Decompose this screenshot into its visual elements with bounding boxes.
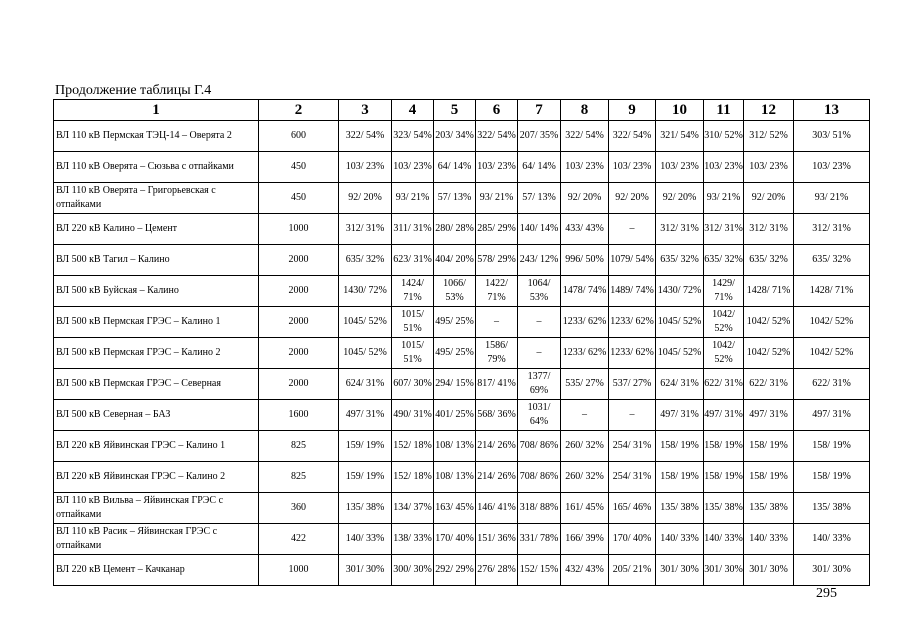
load-cell: 1031/ 64% [518,400,561,431]
load-cell: 140/ 14% [518,214,561,245]
load-cell: 151/ 36% [476,524,518,555]
load-cell: 497/ 31% [704,400,744,431]
load-cell: 624/ 31% [339,369,392,400]
capacity-cell: 2000 [259,307,339,338]
column-header-8: 8 [561,100,609,121]
load-cell: 159/ 19% [339,462,392,493]
line-name-cell: ВЛ 220 кВ Яйвинская ГРЭС – Калино 2 [54,462,259,493]
load-cell: 152/ 18% [392,462,434,493]
load-cell: 322/ 54% [561,121,609,152]
load-cell: 64/ 14% [434,152,476,183]
load-cell: 103/ 23% [339,152,392,183]
load-cell: 1233/ 62% [609,307,656,338]
column-header-11: 11 [704,100,744,121]
load-cell: 1042/ 52% [744,338,794,369]
load-cell: 301/ 30% [704,555,744,586]
load-cell: 276/ 28% [476,555,518,586]
load-cell: 433/ 43% [561,214,609,245]
load-cell: 203/ 34% [434,121,476,152]
line-name-cell: ВЛ 500 кВ Буйская – Калино [54,276,259,307]
load-cell: 1428/ 71% [794,276,870,307]
load-cell: 93/ 21% [476,183,518,214]
table-row [54,369,870,400]
load-cell: 401/ 25% [434,400,476,431]
line-name-cell: ВЛ 220 кВ Яйвинская ГРЭС – Калино 1 [54,431,259,462]
load-cell: 635/ 32% [704,245,744,276]
load-cell: 497/ 31% [656,400,704,431]
load-cell: 432/ 43% [561,555,609,586]
load-cell: 497/ 31% [744,400,794,431]
load-cell: 1045/ 52% [656,307,704,338]
capacity-cell: 825 [259,431,339,462]
load-cell: 166/ 39% [561,524,609,555]
load-cell: 135/ 38% [339,493,392,524]
capacity-cell: 825 [259,462,339,493]
load-cell: 254/ 31% [609,431,656,462]
load-cell: 158/ 19% [744,462,794,493]
table-row [54,183,870,214]
load-cell: 312/ 31% [339,214,392,245]
load-cell: 635/ 32% [339,245,392,276]
load-cell: 92/ 20% [656,183,704,214]
column-header-5: 5 [434,100,476,121]
load-cell: 93/ 21% [392,183,434,214]
load-cell: 1064/ 53% [518,276,561,307]
load-cell: 152/ 15% [518,555,561,586]
line-name-cell: ВЛ 110 кВ Оверята – Григорьевская с отпайками [54,183,259,214]
load-cell: 92/ 20% [744,183,794,214]
load-cell: 1586/ 79% [476,338,518,369]
table-row [54,307,870,338]
load-cell: 708/ 86% [518,462,561,493]
load-cell: 163/ 45% [434,493,476,524]
load-cell: 135/ 38% [656,493,704,524]
load-cell: 1430/ 72% [656,276,704,307]
capacity-cell: 450 [259,183,339,214]
load-cell: 140/ 33% [704,524,744,555]
load-cell: 300/ 30% [392,555,434,586]
load-cell: – [518,307,561,338]
page-number: 295 [816,586,837,601]
capacity-cell: 2000 [259,369,339,400]
load-cell: – [476,307,518,338]
table-row [54,493,870,524]
load-cell: 1042/ 52% [704,338,744,369]
load-cell: 93/ 21% [794,183,870,214]
load-cell: 92/ 20% [609,183,656,214]
load-cell: 817/ 41% [476,369,518,400]
line-name-cell: ВЛ 220 кВ Цемент – Качканар [54,555,259,586]
load-cell: 1429/ 71% [704,276,744,307]
load-cell: 103/ 23% [656,152,704,183]
load-cell: 623/ 31% [392,245,434,276]
load-cell: 103/ 23% [704,152,744,183]
load-cell: 495/ 25% [434,338,476,369]
line-name-cell: ВЛ 110 кВ Пермская ТЭЦ-14 – Оверята 2 [54,121,259,152]
load-cell: 301/ 30% [656,555,704,586]
load-cell: 301/ 30% [339,555,392,586]
load-cell: 322/ 54% [339,121,392,152]
load-cell: 1430/ 72% [339,276,392,307]
load-cell: 135/ 38% [794,493,870,524]
load-cell: 103/ 23% [744,152,794,183]
data-table [53,99,870,586]
line-name-cell: ВЛ 500 кВ Пермская ГРЭС – Калино 1 [54,307,259,338]
load-cell: 280/ 28% [434,214,476,245]
column-header-2: 2 [259,100,339,121]
load-cell: 490/ 31% [392,400,434,431]
load-cell: 322/ 54% [476,121,518,152]
load-cell: 312/ 31% [744,214,794,245]
table-row [54,400,870,431]
load-cell: 1424/ 71% [392,276,434,307]
load-cell: 1489/ 74% [609,276,656,307]
load-cell: 140/ 33% [339,524,392,555]
column-header-1: 1 [54,100,259,121]
table-row [54,431,870,462]
load-cell: 294/ 15% [434,369,476,400]
load-cell: 624/ 31% [656,369,704,400]
capacity-cell: 1600 [259,400,339,431]
load-cell: 537/ 27% [609,369,656,400]
load-cell: 1015/ 51% [392,307,434,338]
capacity-cell: 1000 [259,214,339,245]
line-name-cell: ВЛ 500 кВ Пермская ГРЭС – Калино 2 [54,338,259,369]
column-header-3: 3 [339,100,392,121]
load-cell: 260/ 32% [561,431,609,462]
column-header-6: 6 [476,100,518,121]
load-cell: 312/ 31% [656,214,704,245]
table-row [54,338,870,369]
load-cell: 1233/ 62% [561,338,609,369]
load-cell: 497/ 31% [339,400,392,431]
load-cell: 170/ 40% [609,524,656,555]
table-row [54,152,870,183]
header-row [54,100,870,121]
load-cell: – [518,338,561,369]
load-cell: 158/ 19% [656,462,704,493]
load-cell: 92/ 20% [339,183,392,214]
load-cell: 140/ 33% [656,524,704,555]
load-cell: 622/ 31% [704,369,744,400]
load-cell: 158/ 19% [794,462,870,493]
capacity-cell: 1000 [259,555,339,586]
load-cell: 103/ 23% [561,152,609,183]
load-cell: 108/ 13% [434,431,476,462]
load-cell: 1015/ 51% [392,338,434,369]
load-cell: 1042/ 52% [744,307,794,338]
load-cell: 1079/ 54% [609,245,656,276]
table-row [54,214,870,245]
load-cell: 64/ 14% [518,152,561,183]
load-cell: 152/ 18% [392,431,434,462]
load-cell: 103/ 23% [476,152,518,183]
load-cell: 635/ 32% [656,245,704,276]
load-cell: 57/ 13% [518,183,561,214]
capacity-cell: 360 [259,493,339,524]
load-cell: 312/ 31% [704,214,744,245]
load-cell: 158/ 19% [656,431,704,462]
load-cell: 1042/ 52% [794,307,870,338]
capacity-cell: 2000 [259,245,339,276]
load-cell: 158/ 19% [794,431,870,462]
load-cell: 1045/ 52% [656,338,704,369]
table-row [54,555,870,586]
load-cell: 1428/ 71% [744,276,794,307]
column-header-7: 7 [518,100,561,121]
load-cell: 57/ 13% [434,183,476,214]
load-cell: 331/ 78% [518,524,561,555]
load-cell: 622/ 31% [744,369,794,400]
line-name-cell: ВЛ 500 кВ Пермская ГРЭС – Северная [54,369,259,400]
load-cell: 260/ 32% [561,462,609,493]
table-row [54,524,870,555]
load-cell: 635/ 32% [794,245,870,276]
load-cell: 323/ 54% [392,121,434,152]
load-cell: 318/ 88% [518,493,561,524]
load-cell: 207/ 35% [518,121,561,152]
load-cell: – [561,400,609,431]
load-cell: 301/ 30% [744,555,794,586]
load-cell: 535/ 27% [561,369,609,400]
load-cell: 103/ 23% [392,152,434,183]
load-cell: 635/ 32% [744,245,794,276]
load-cell: 134/ 37% [392,493,434,524]
table-row [54,245,870,276]
load-cell: 404/ 20% [434,245,476,276]
load-cell: 996/ 50% [561,245,609,276]
line-name-cell: ВЛ 110 кВ Оверята – Сюзьва с отпайками [54,152,259,183]
load-cell: 1377/ 69% [518,369,561,400]
load-cell: 578/ 29% [476,245,518,276]
column-header-10: 10 [656,100,704,121]
column-header-4: 4 [392,100,434,121]
load-cell: 1042/ 52% [794,338,870,369]
load-cell: 140/ 33% [744,524,794,555]
load-cell: 303/ 51% [794,121,870,152]
line-name-cell: ВЛ 110 кВ Вильва – Яйвинская ГРЭС с отпайками [54,493,259,524]
load-cell: 321/ 54% [656,121,704,152]
load-cell: 158/ 19% [704,462,744,493]
table-row [54,276,870,307]
load-cell: 1233/ 62% [609,338,656,369]
capacity-cell: 600 [259,121,339,152]
load-cell: 108/ 13% [434,462,476,493]
load-cell: 1042/ 52% [704,307,744,338]
capacity-cell: 2000 [259,276,339,307]
load-cell: 140/ 33% [794,524,870,555]
table-row [54,121,870,152]
column-header-13: 13 [794,100,870,121]
load-cell: 103/ 23% [609,152,656,183]
column-header-12: 12 [744,100,794,121]
table-row [54,462,870,493]
column-header-9: 9 [609,100,656,121]
load-cell: 165/ 46% [609,493,656,524]
load-cell: 161/ 45% [561,493,609,524]
load-cell: 568/ 36% [476,400,518,431]
capacity-cell: 2000 [259,338,339,369]
load-cell: 1045/ 52% [339,338,392,369]
load-cell: 1422/ 71% [476,276,518,307]
load-cell: – [609,214,656,245]
table-caption: Продолжение таблицы Г.4 [55,83,212,98]
load-cell: 214/ 26% [476,462,518,493]
table-body [54,121,870,586]
load-cell: 285/ 29% [476,214,518,245]
load-cell: 159/ 19% [339,431,392,462]
load-cell: 622/ 31% [794,369,870,400]
load-cell: 92/ 20% [561,183,609,214]
line-name-cell: ВЛ 500 кВ Северная – БАЗ [54,400,259,431]
load-cell: 170/ 40% [434,524,476,555]
load-cell: 138/ 33% [392,524,434,555]
load-cell: 1066/ 53% [434,276,476,307]
load-cell: 310/ 52% [704,121,744,152]
load-cell: 312/ 31% [794,214,870,245]
load-cell: 103/ 23% [794,152,870,183]
line-name-cell: ВЛ 500 кВ Тагил – Калино [54,245,259,276]
line-name-cell: ВЛ 220 кВ Калино – Цемент [54,214,259,245]
load-cell: 1478/ 74% [561,276,609,307]
load-cell: 311/ 31% [392,214,434,245]
load-cell: 135/ 38% [744,493,794,524]
load-cell: 214/ 26% [476,431,518,462]
load-cell: 497/ 31% [794,400,870,431]
load-cell: 158/ 19% [704,431,744,462]
load-cell: 322/ 54% [609,121,656,152]
load-cell: 301/ 30% [794,555,870,586]
load-cell: 135/ 38% [704,493,744,524]
capacity-cell: 450 [259,152,339,183]
load-cell: 93/ 21% [704,183,744,214]
line-name-cell: ВЛ 110 кВ Расик – Яйвинская ГРЭС с отпайками [54,524,259,555]
load-cell: 243/ 12% [518,245,561,276]
load-cell: 495/ 25% [434,307,476,338]
load-cell: 254/ 31% [609,462,656,493]
load-cell: 158/ 19% [744,431,794,462]
load-cell: 292/ 29% [434,555,476,586]
load-cell: 1045/ 52% [339,307,392,338]
load-cell: 205/ 21% [609,555,656,586]
load-cell: 708/ 86% [518,431,561,462]
load-cell: 607/ 30% [392,369,434,400]
load-cell: – [609,400,656,431]
load-cell: 146/ 41% [476,493,518,524]
load-cell: 1233/ 62% [561,307,609,338]
load-cell: 312/ 52% [744,121,794,152]
capacity-cell: 422 [259,524,339,555]
